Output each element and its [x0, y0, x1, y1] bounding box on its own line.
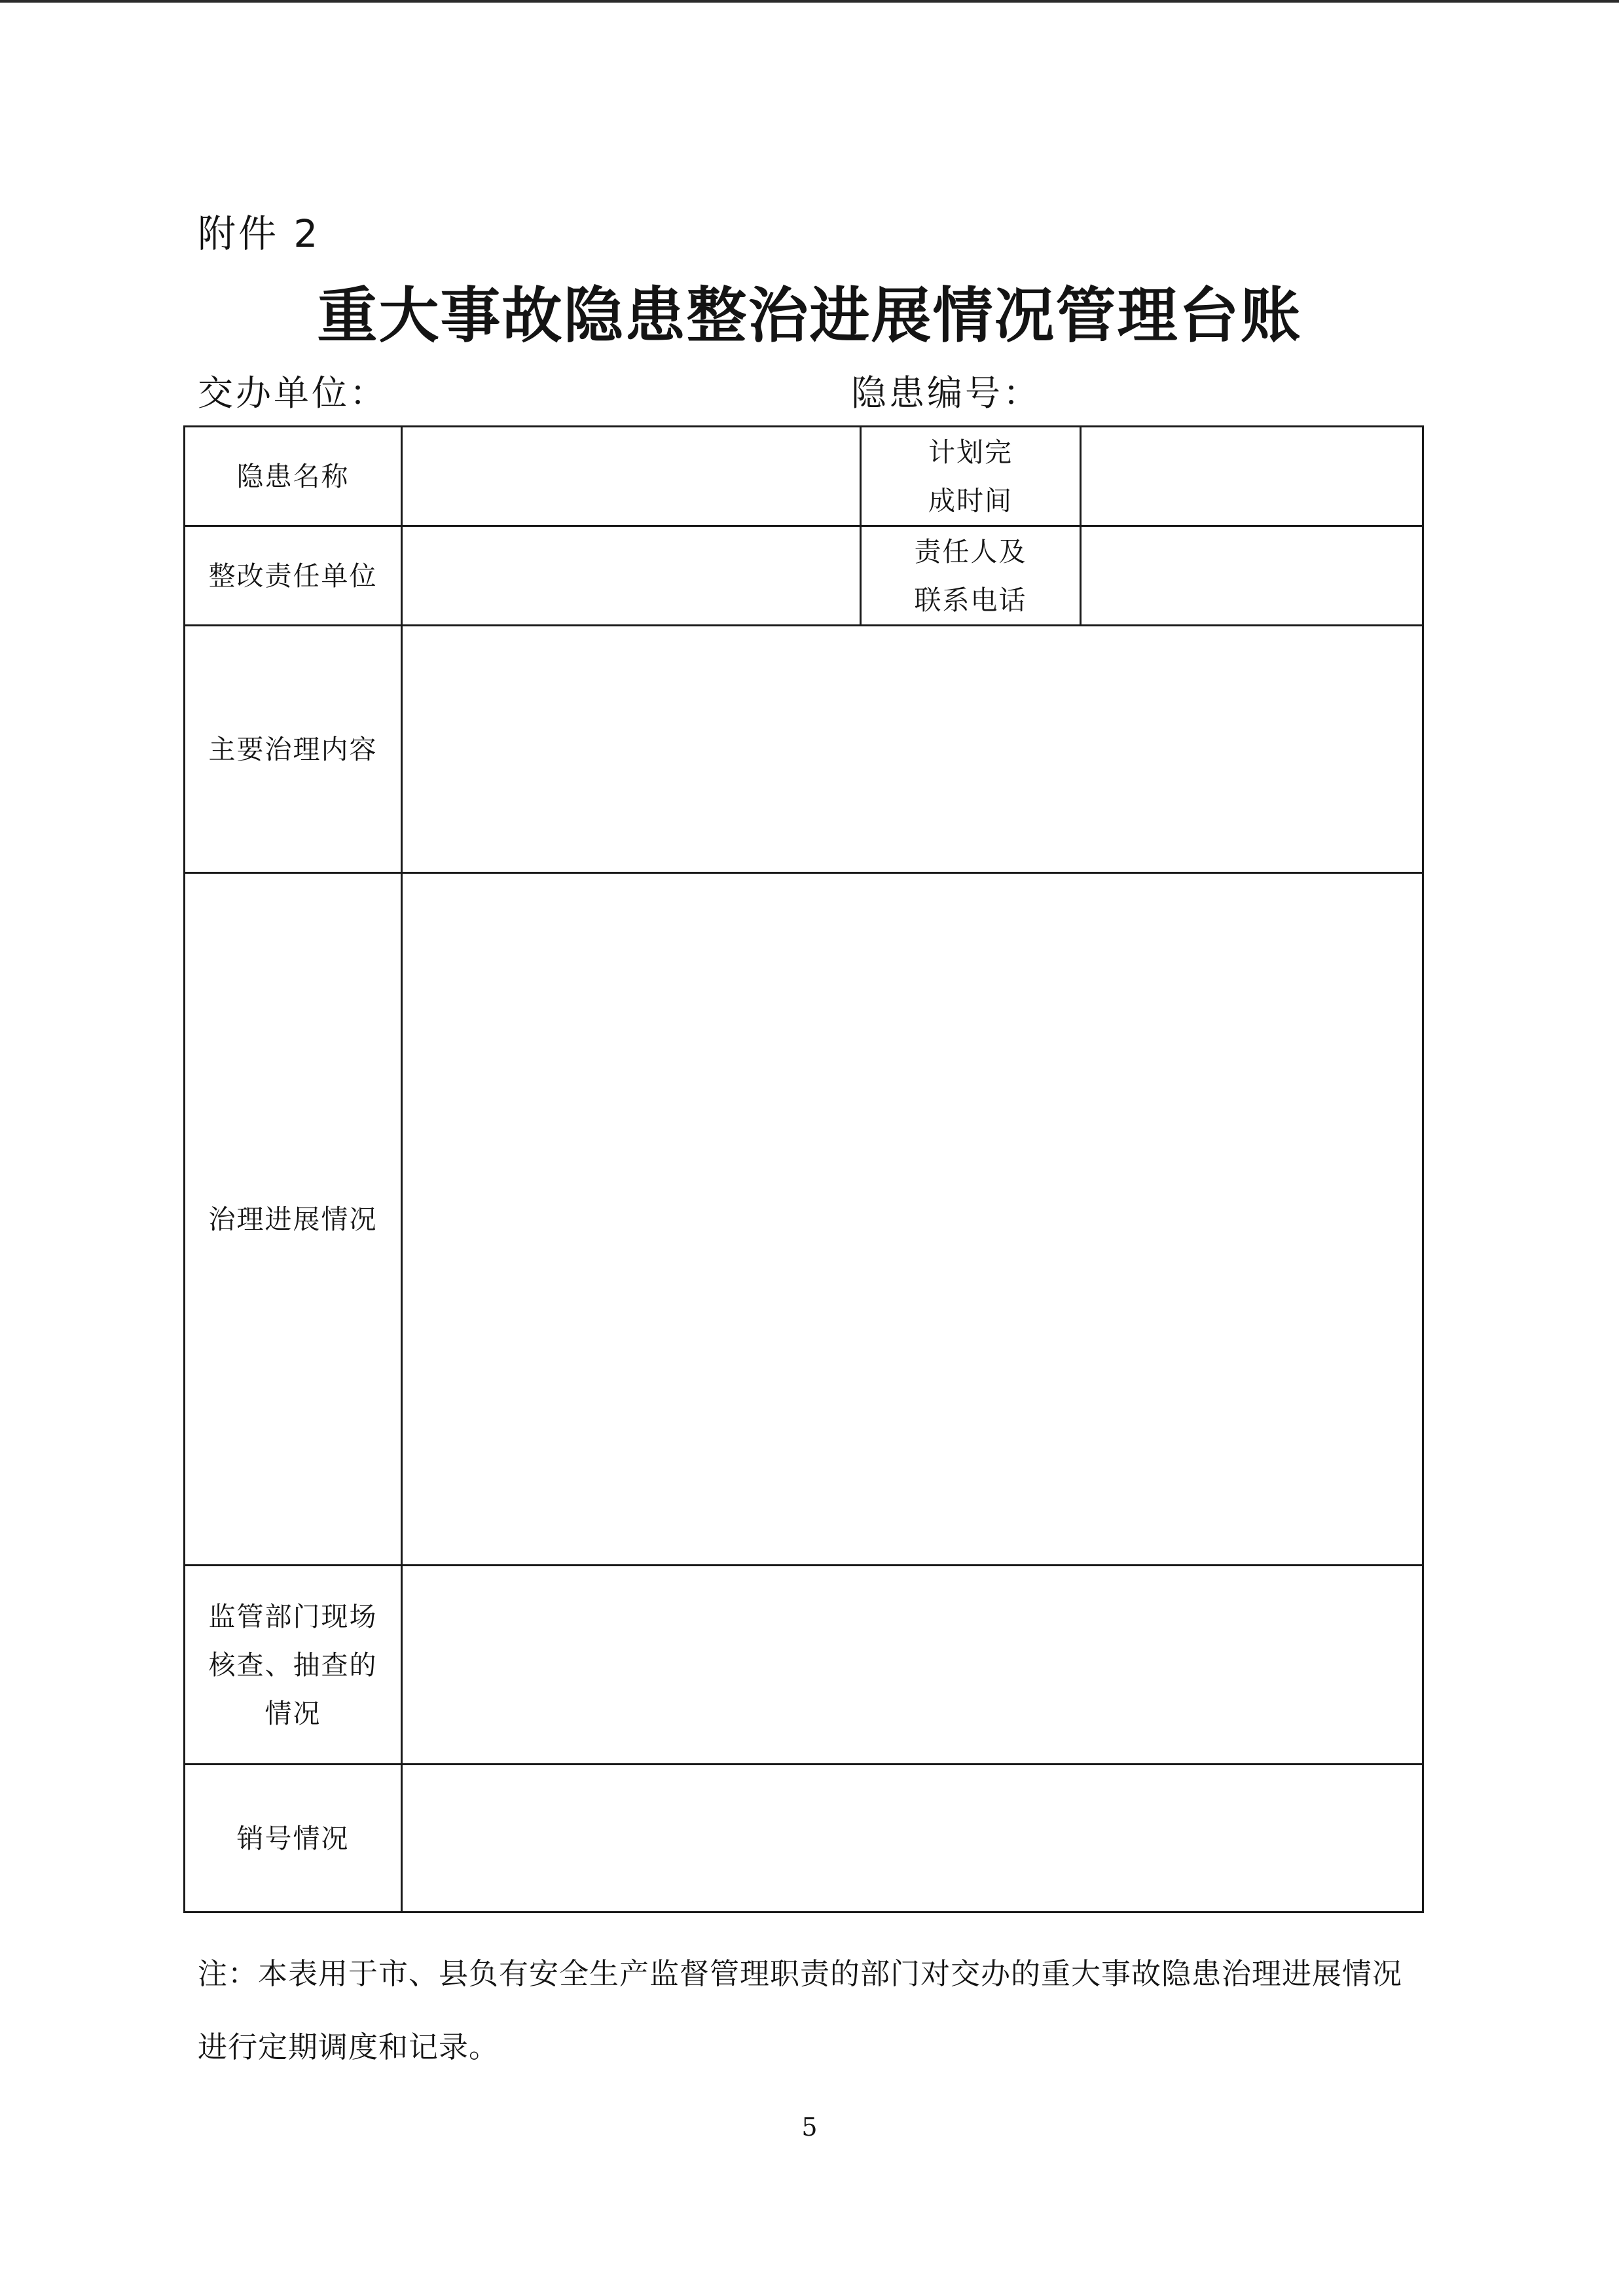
main-content-label: 主要治理内容: [185, 626, 402, 873]
main-content-value[interactable]: [402, 626, 1423, 873]
inspection-value[interactable]: [402, 1566, 1423, 1765]
document-title: 重大事故隐患整治进展情况管理台账: [317, 280, 1302, 351]
page-number: 5: [801, 2113, 818, 2142]
hazard-number-label: 隐患编号：: [851, 372, 1041, 414]
table-row: [185, 1566, 1423, 1765]
scan-edge-line: [0, 0, 1619, 3]
table-row: [185, 1765, 1423, 1912]
footnote: 注：本表用于市、县负有安全生产监督管理职责的部门对交办的重大事故隐患治理进展情况进行定期调度和记录。: [198, 1956, 1403, 2064]
attachment-label: 附件 2: [198, 211, 321, 256]
planned-completion-label: 计划完成时间: [861, 427, 1081, 526]
cancellation-value[interactable]: [402, 1765, 1423, 1912]
progress-value[interactable]: [402, 873, 1423, 1566]
cancellation-label: 销号情况: [185, 1765, 402, 1912]
rectification-unit-label: 整改责任单位: [185, 526, 402, 626]
inspection-label: 监管部门现场核查、抽查的情况: [185, 1566, 402, 1765]
table-row: [185, 427, 1423, 526]
progress-label: 治理进展情况: [185, 873, 402, 1566]
responsible-person-label: 责任人及联系电话: [861, 526, 1081, 626]
hazard-name-label: 隐患名称: [185, 427, 402, 526]
assigning-unit-label: 交办单位：: [198, 372, 388, 414]
responsible-person-value[interactable]: [1081, 526, 1423, 626]
table-row: [185, 526, 1423, 626]
hazard-name-value[interactable]: [402, 427, 861, 526]
ledger-table: [183, 425, 1424, 1913]
table-row: [185, 626, 1423, 873]
planned-completion-value[interactable]: [1081, 427, 1423, 526]
rectification-unit-value[interactable]: [402, 526, 861, 626]
table-row: [185, 873, 1423, 1566]
